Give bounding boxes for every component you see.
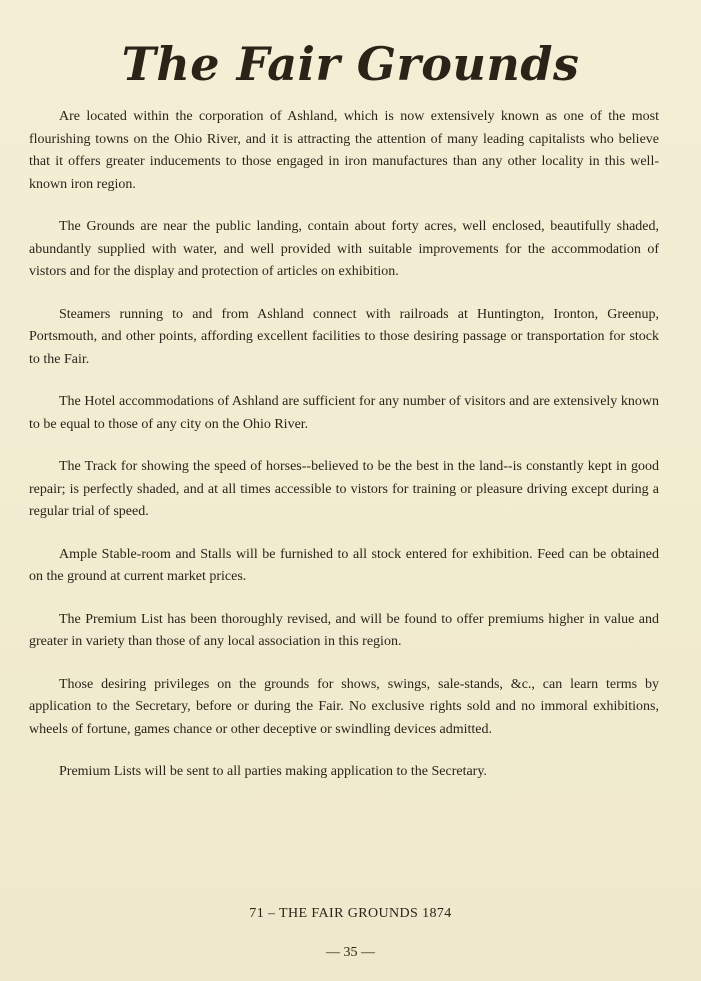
page-number: — 35 — [326,945,375,960]
paragraph-hotel: The Hotel accommodations of Ashland are sufficient for any number of visitors and are extensively known to be equal to those of any city on the Ohio River. [29,394,659,432]
page-title: The Fair Grounds [121,37,580,91]
paragraph-grounds: The Grounds are near the public landing, contain about forty acres, well enclosed, beautifully shaded, abundantly supplied with water, and well provided with suitable improvements for the accommodation of vistors and for the display and protection of articles on exhibition. [29,219,659,279]
paragraph-privileges: Those desiring privileges on the grounds for shows, swings, sale-stands, &c., can learn terms by application to the Secretary, before or during the Fair. No exclusive rights sold and no immoral exhibitions, wheels of fortune, games chance or other deceptive or swindling devices admitted. [29,676,659,737]
paragraph-premium-list: The Premium List has been thoroughly revised, and will be found to offer premiums higher in value and greater in variety than those of any local association in this region. [29,611,659,649]
paragraph-location: Are located within the corporation of Ashland, which is now extensively known as one of the most flourishing towns on the Ohio River, and it is attracting the attention of many leading capitalists who believe that it offers greater inducements to those engaged in iron manufactures than any other locality in this well-known iron region. [29,109,659,192]
paragraph-stables: Ample Stable-room and Stalls will be furnished to all stock entered for exhibition. Feed can be obtained on the ground at current market prices. [29,546,659,584]
footer-caption: 71 – THE FAIR GROUNDS 1874 [249,906,452,921]
paragraph-steamers: Steamers running to and from Ashland connect with railroads at Huntington, Ironton, Greenup, Portsmouth, and other points, affording excellent facilities to those desiring passage or transportation for stock to the Fair. [29,306,659,367]
paragraph-premium-lists-sent: Premium Lists will be sent to all parties making application to the Secretary. [59,764,487,779]
paragraph-track: The Track for showing the speed of horses--believed to be the best in the land--is constantly kept in good repair; is perfectly shaded, and at all times accessible to vistors for training or pleasure driving except during a regular trial of speed. [29,459,659,519]
body-text [29,106,659,804]
